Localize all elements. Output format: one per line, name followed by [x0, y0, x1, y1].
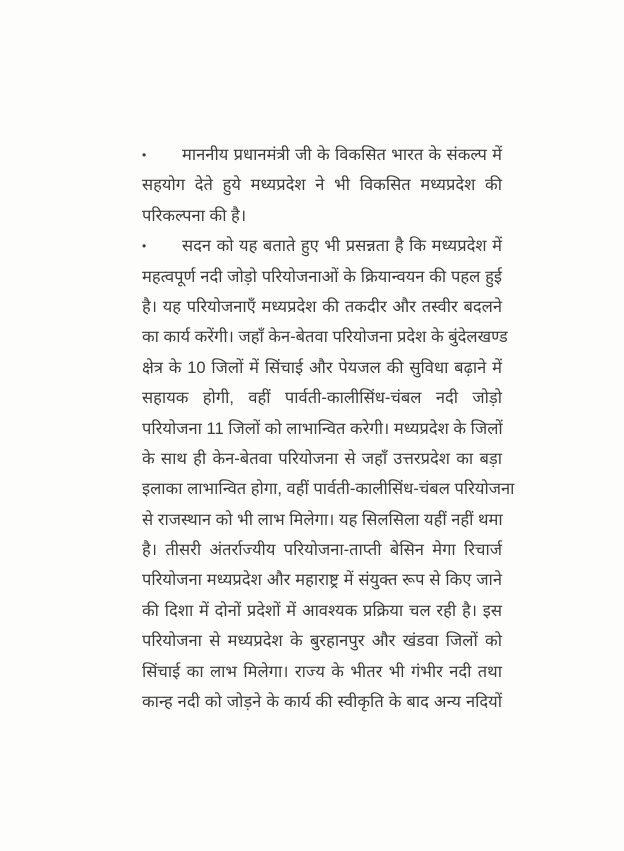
bullet-paragraph-first-line	[142, 140, 502, 170]
paragraph-line: के साथ ही केन-बेतवा परियोजना से जहाँ उत्तरप्रदेश का बड़ा	[142, 449, 502, 468]
paragraph-line: है। यह परियोजनाएँ मध्यप्रदेश की तकदीर और तस्वीर बदलने	[142, 297, 502, 316]
paragraph-line: इलाका लाभान्वित होगा, वहीं पार्वती-कालीसिंध-चंबल परियोजना	[142, 480, 515, 499]
paragraph-line: सिंचाई का लाभ मिलेगा। राज्य के भीतर भी गंभीर नदी तथा	[142, 662, 502, 681]
paragraph-line: माननीय प्रधानमंत्री जी के विकसित भारत के संकल्प में	[182, 146, 502, 164]
paragraph-line: सहयोग देते हुये मध्यप्रदेश ने भी विकसित मध्यप्रदेश की	[142, 176, 502, 195]
paragraph-line: परियोजना 11 जिलों को लाभान्वित करेगी। मध्यप्रदेश के जिलों	[142, 419, 503, 438]
paragraph-line: सदन को यह बताते हुए भी प्रसन्नता है कि मध्यप्रदेश में	[182, 237, 502, 256]
document-page	[142, 140, 515, 717]
paragraph-line: है। तीसरी अंतर्राज्यीय परियोजना-ताप्ती बेसिन मेगा रिचार्ज	[142, 541, 502, 560]
bullet-paragraph-first-line	[142, 231, 502, 261]
paragraph-line: परियोजना मध्यप्रदेश और महाराष्ट्र में संयुक्त रूप से किए जाने	[142, 571, 502, 590]
paragraph-line: सहायक होगी, वहीं पार्वती-कालीसिंध-चंबल नदी जोड़ो	[142, 389, 502, 408]
paragraph-line: कान्ह नदी को जोड़ने के कार्य की स्वीकृति के बाद अन्य नदियों	[142, 693, 502, 712]
paragraph-line: महत्वपूर्ण नदी जोड़ो परियोजनाओं के क्रियान्वयन की पहल हुई	[142, 267, 502, 286]
paragraph-line: से राजस्थान को भी लाभ मिलेगा। यह सिलसिला यहीं नहीं थमा	[142, 510, 503, 529]
paragraph-line: क्षेत्र के 10 जिलों में सिंचाई और पेयजल की सुविधा बढ़ाने में	[142, 358, 502, 377]
bullet-icon: •	[142, 148, 147, 162]
bullet-icon: •	[142, 239, 147, 254]
paragraph-line: परिकल्पना की है।	[142, 206, 247, 225]
paragraph-line: परियोजना से मध्यप्रदेश के बुरहानपुर और खंडवा जिलों को	[142, 632, 502, 651]
paragraph-line: की दिशा में दोनों प्रदेशों में आवश्यक प्रक्रिया चल रही है। इस	[142, 601, 502, 620]
paragraph-line: का कार्य करेंगी। जहाँ केन-बेतवा परियोजना प्रदेश के बुंदेलखण्ड	[142, 328, 508, 347]
